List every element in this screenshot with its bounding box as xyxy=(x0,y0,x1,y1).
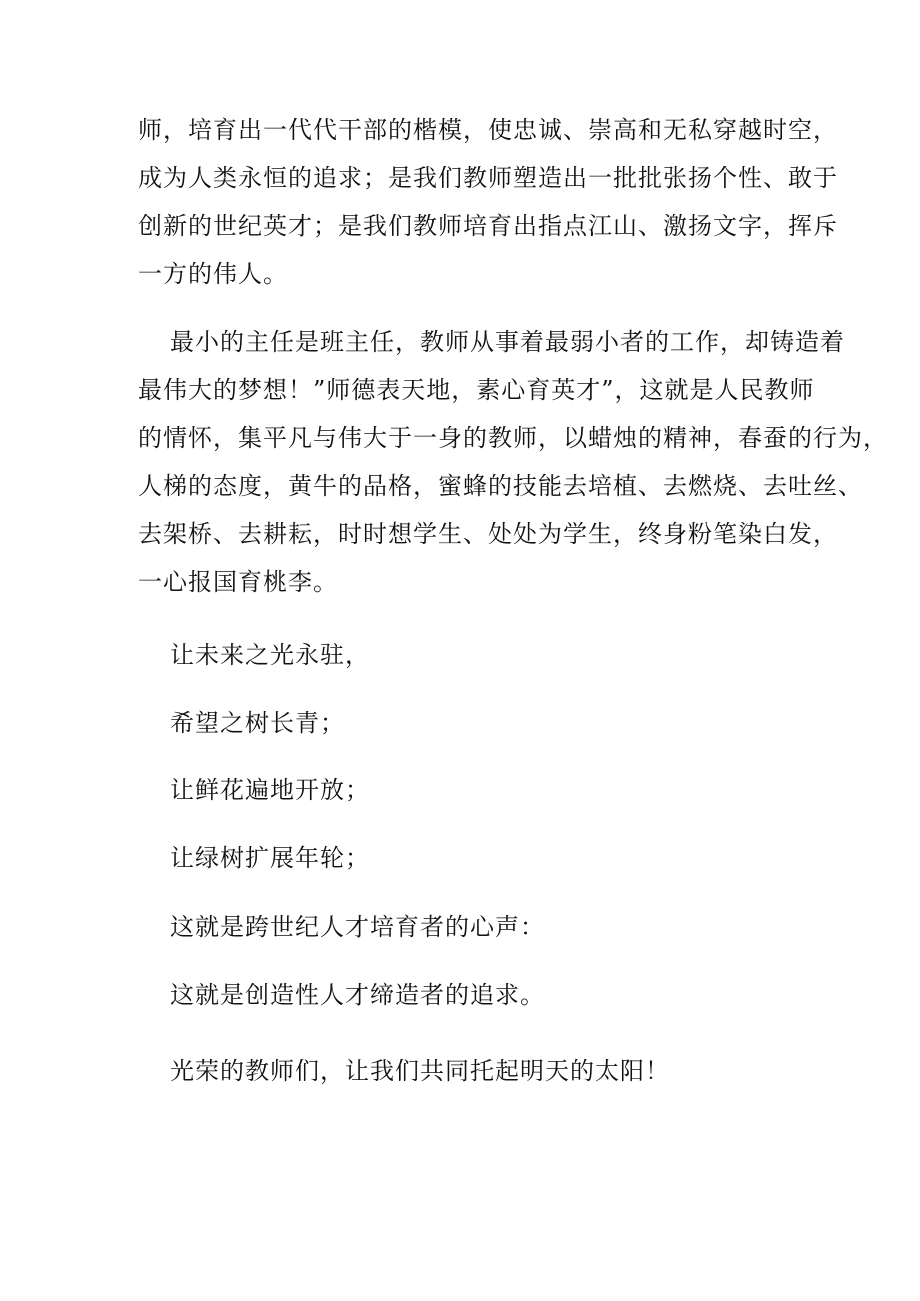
verse-line-1: 让未来之光永驻， xyxy=(170,641,370,669)
paragraph-1-line-4: 一方的伟人。 xyxy=(138,260,288,288)
verse-line-2: 希望之树长青； xyxy=(170,709,345,737)
paragraph-1-line-2: 成为人类永恒的追求；是我们教师塑造出一批批张扬个性、敢于 xyxy=(138,164,838,192)
paragraph-1-line-1: 师，培育出一代代干部的楷模，使忠诚、崇高和无私穿越时空， xyxy=(138,116,838,144)
paragraph-2-line-5: 去架桥、去耕耘，时时想学生、处处为学生，终身粉笔染白发， xyxy=(138,520,838,548)
paragraph-2-line-4: 人梯的态度，黄牛的品格，蜜蜂的技能去培植、去燃烧、去吐丝、 xyxy=(138,472,863,500)
closing-line: 光荣的教师们，让我们共同托起明天的太阳！ xyxy=(170,1057,670,1085)
paragraph-2-line-3: 的情怀，集平凡与伟大于一身的教师，以蜡烛的精神，春蚕的行为， xyxy=(138,424,888,452)
verse-line-5: 这就是跨世纪人才培育者的心声： xyxy=(170,913,545,941)
paragraph-2-line-6: 一心报国育桃李。 xyxy=(138,568,338,596)
paragraph-1-line-3: 创新的世纪英才；是我们教师培育出指点江山、激扬文字，挥斥 xyxy=(138,212,838,240)
verse-line-6: 这就是创造性人才缔造者的追求。 xyxy=(170,981,545,1009)
paragraph-2-line-2: 最伟大的梦想！”师德表天地，素心育英才”，这就是人民教师 xyxy=(138,376,815,404)
verse-line-3: 让鲜花遍地开放； xyxy=(170,776,370,804)
verse-line-4: 让绿树扩展年轮； xyxy=(170,844,370,872)
paragraph-2-line-1: 最小的主任是班主任，教师从事着最弱小者的工作，却铸造着 xyxy=(170,328,845,356)
